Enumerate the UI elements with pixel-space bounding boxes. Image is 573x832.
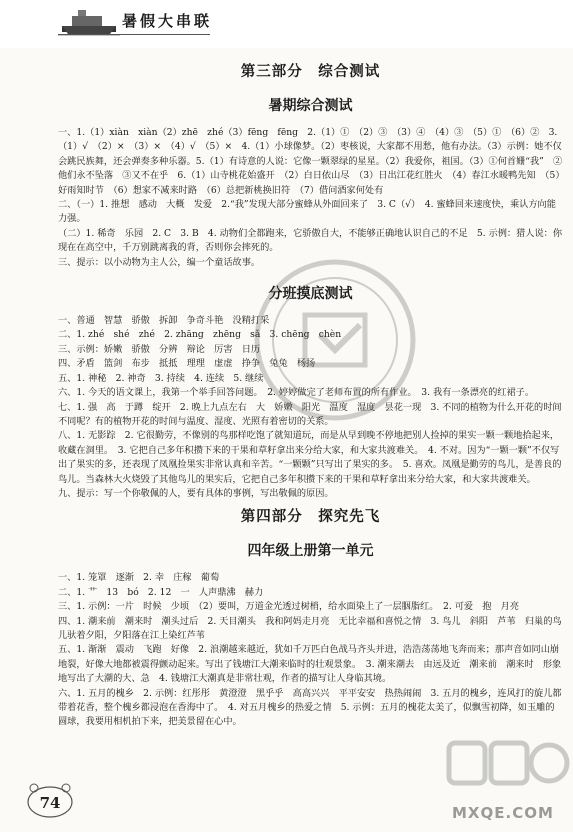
answer-line: 五、1. 神秘 2. 神奇 3. 持续 4. 连续 5. 继续 xyxy=(58,372,264,384)
part-title-4: 第四部分 探究先飞 xyxy=(240,508,381,526)
part-title-3: 第三部分 综合测试 xyxy=(240,63,381,80)
section-summer-test xyxy=(58,96,563,270)
answer-line: 二、1. 艹 13 bó 2. 12 一 人声鼎沸 赫力 xyxy=(58,586,264,598)
answer-line: 六、1. 今天的语文课上，我第一个举手回答问题。 2. 婷婷做完了老师布置的所有作业。 3. 我有一条漂亮的红裙子。 xyxy=(58,387,535,399)
answer-line: 八、1. 无影踪 2. 它很勤劳，不像别的鸟那样吃饱了就知道玩，而是从早到晚不停地把别人捡掉的果实一颗一颗地拾起来，收藏在洞里。 3. 它把自己多年积攒下来的干果和草籽拿出来分给大家，和大家共渡难关。 4. 不对。因为“一颗一颗”不仅写出了果实的多，还表现了凤凰捡果实非常认真和辛苦。“一颗颗”只写出了果实的多。 5. 喜欢。凤凰是勤劳的鸟儿，是善良的鸟儿。当森林大火烧毁了其他鸟儿的果实后，它把自己多年积攒下来的干果和草籽拿出来分给大家，和大家共渡难关。 xyxy=(58,430,562,485)
answer-stamp-watermark xyxy=(250,255,420,425)
boat-logo-icon xyxy=(58,6,120,36)
page-header xyxy=(0,0,573,48)
section-title: 暑期综合测试 xyxy=(268,98,353,114)
answer-line: 三、1. 示例：一片 时候 少顷 （2）要叫，万道金光透过树梢，给水面染上了一层胭脂红。 2. 可爱 抱 月亮 xyxy=(58,601,520,613)
page-number-text: 74 xyxy=(39,794,61,812)
header-underline xyxy=(58,34,210,35)
answer-line: 一、1. 笼罩 逐渐 2. 幸 庄稼 葡萄 xyxy=(58,572,220,584)
answer-line: 二、1. zhé shé zhé 2. zhāng zhēng sǎ 3. chēng chèn xyxy=(58,329,342,341)
answer-line: 二、（一）1. 推想 感动 大概 发爱 2.“我”发现大部分蜜蜂从外面回来了 3. C（√） 4. 蜜蜂回来速度快，乘认方向能力强。 xyxy=(58,199,556,225)
section-title: 四年级上册第一单元 xyxy=(247,543,374,560)
answer-line: （二）1. 稀奇 乐园 2. C 3. B 4. 动物们全都跑来，它骄傲自大，不能够正确地认识自己的不足 5. 示例：猎人说：你现在在高空中，千万别跳离我的背，否则你会摔死的。 xyxy=(58,227,563,254)
answer-line: 一、1.（1）xiàn xiàn（2）zhē zhé（3）fēng fēng 2.（1）① （2）③ （3）④ （4）③ （5）① （6）② 3.（1）√ （2）× （3）× （4）√ （5）× 4.（1）小球像梦。（2）枣核说，大家都不用愁，他有办法。（3）示例：她不仅会跳民族舞，还会弹奏多种乐器。5.（1）有诗意的人说：它像一颗翠绿的星星。（2）我爱你，祖国。（3）①何首姗“我” ②他们永不坠落 ③又不在乎 6.（1）山寺桃花始盛开 （2）白日依山尽 （3）日出江花红胜火 （4）春江水暖鸭先知 （5）好雨知时节 （6）想家不减来时路 （6）总把新桃换旧符 （7）借问酒家何处有 xyxy=(58,127,563,196)
answer-line: 三、示例：娇嫩 骄傲 分辨 辩论 厉害 日历 xyxy=(58,343,261,355)
answer-line: 三、提示：以小动物为主人公，编一个童话故事。 xyxy=(58,256,261,268)
answer-line: 四、1. 潮来前 潮来时 潮头过后 2. 天目潮头 我和阿妈走月亮 无比幸福和喜悦之情 3. 鸟儿 斜阳 芦苇 归巢的鸟儿驮着夕阳，夕阳落在江上染红芦苇 xyxy=(58,615,562,641)
answer-line: 九、提示：写一个你敬佩的人，要有具体的事例，写出敬佩的原因。 xyxy=(58,487,334,499)
answer-line: 一、普通 智慧 骄傲 拆卸 争奇斗艳 没精打采 xyxy=(58,315,270,327)
answer-line: 六、1. 五月的槐乡 2. 示例：红彤彤 黄澄澄 黑乎乎 高高兴兴 平平安安 热热闹闹 3. 五月的槐乡，连风打的旋儿都带着花香，整个槐乡都浸泡在香海中了。 4. 对五月槐乡的热爱之情 5. 示例：五月的槐花太美了，似飘雪初降，如玉雕的圆球，我要用相机拍下来，把美景留在心中。 xyxy=(58,687,562,728)
series-title: 暑假大串联 xyxy=(122,12,213,30)
answer-line: 七、1. 强 高 于蹲 绽开 2. 晚上九点左右 大 娇嫩 阳光 温度 湿度 昙花一现 3. 不同的植物为什么开花的时间不同呢？有的植物开花的时间与温度、湿度、光照有着密切的关系。 xyxy=(58,401,562,427)
answer-line: 四、矛盾 篮剑 布步 抵抵 理理 虚虚 挣争 兔兔 杨扬 xyxy=(58,358,316,370)
watermark-url: MXQE.COM xyxy=(452,804,554,822)
page-number xyxy=(30,790,70,816)
section-title: 分班摸底测试 xyxy=(268,286,353,303)
answer-line: 五、1. 渐渐 震动 飞跑 好像 2. 浪潮越来越近，犹如千万匹白色战马齐头并进，浩浩荡荡地飞奔而来；那声音如同山崩地裂，好像大地都被震得颤动起来。写出了钱塘江大潮来临时的壮观景象。 3. 潮来潮去 由远及近 潮来前 潮来时 形象地写出了大潮的大、急 4. 钱塘江大潮真是非常壮观，作者的描写让人身临其境。 xyxy=(58,644,562,685)
section-grade4-unit1 xyxy=(58,541,563,729)
